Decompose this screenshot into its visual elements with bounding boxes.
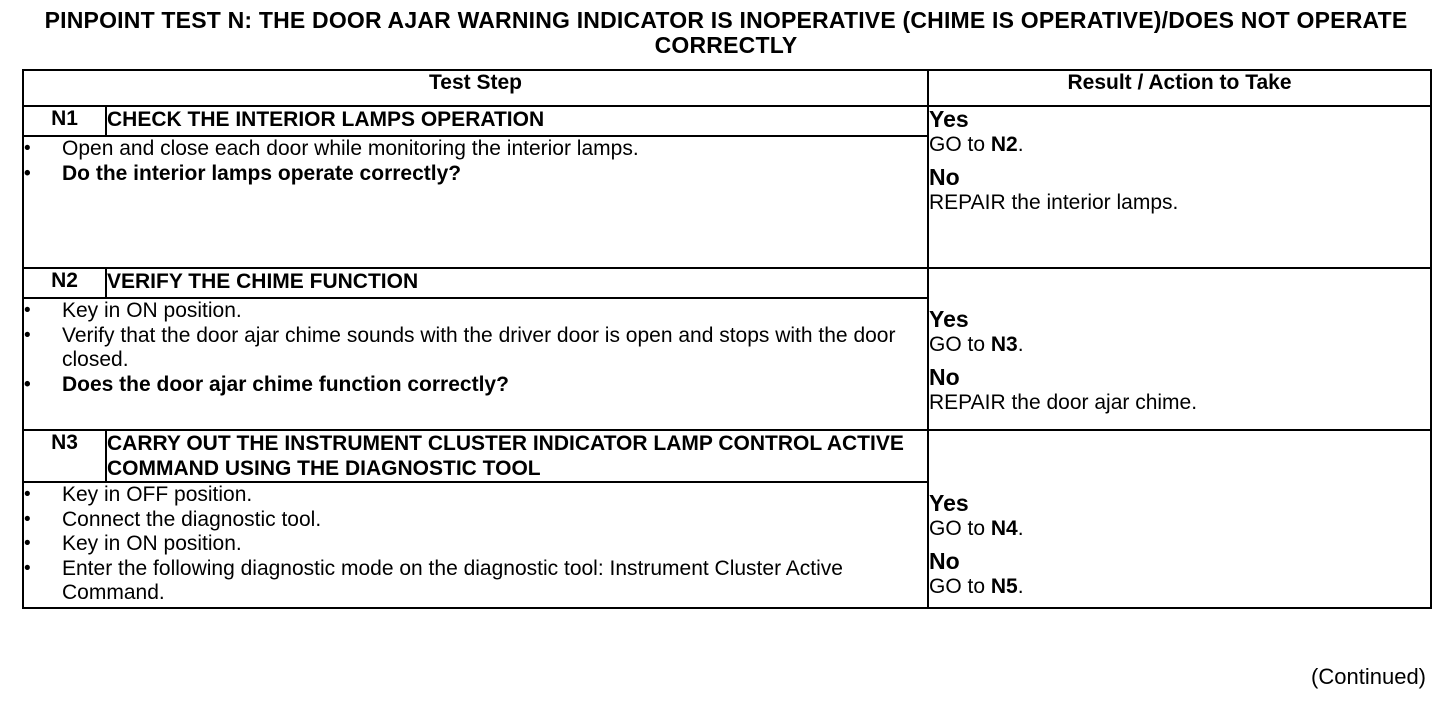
no-action: REPAIR the door ajar chime. — [929, 391, 1198, 414]
step-bullets — [24, 137, 927, 186]
yes-label: Yes — [929, 106, 969, 132]
step-title-row — [23, 430, 1431, 482]
step-result — [928, 430, 1431, 608]
step-title: CARRY OUT THE INSTRUMENT CLUSTER INDICATOR LAMP CONTROL ACTIVE COMMAND USING THE DIAGNOSTIC TOOL — [106, 430, 928, 482]
step-number: N1 — [23, 106, 106, 136]
no-action: GO to N5. — [929, 575, 1024, 598]
pinpoint-test-table — [22, 69, 1432, 609]
step-bullet: • Key in OFF position. — [24, 483, 927, 508]
no-label: No — [929, 364, 960, 390]
no-label: No — [929, 548, 960, 574]
step-question: • Does the door ajar chime function correctly? — [24, 373, 927, 398]
step-body — [23, 298, 928, 430]
header-test-step: Test Step — [23, 70, 928, 106]
step-number: N2 — [23, 268, 106, 298]
yes-label: Yes — [929, 490, 969, 516]
step-bullets — [24, 483, 927, 606]
step-question: • Do the interior lamps operate correctly? — [24, 162, 927, 187]
step-title: VERIFY THE CHIME FUNCTION — [106, 268, 928, 298]
no-action: REPAIR the interior lamps. — [929, 191, 1179, 214]
step-bullet: • Open and close each door while monitoring the interior lamps. — [24, 137, 927, 162]
step-result — [928, 268, 1431, 430]
yes-label: Yes — [929, 306, 969, 332]
step-bullet: • Enter the following diagnostic mode on the diagnostic tool: Instrument Cluster Active Command. — [24, 557, 927, 606]
step-bullet: • Connect the diagnostic tool. — [24, 508, 927, 533]
step-result — [928, 106, 1431, 268]
table-header-row — [23, 70, 1431, 106]
step-bullet: • Verify that the door ajar chime sounds with the driver door is open and stops with the door closed. — [24, 324, 927, 373]
yes-target: N3 — [990, 333, 1018, 356]
no-target: N5 — [990, 575, 1018, 598]
step-bullet: • Key in ON position. — [24, 532, 927, 557]
step-bullet: • Key in ON position. — [24, 299, 927, 324]
step-body — [23, 482, 928, 608]
step-title-row — [23, 268, 1431, 298]
yes-target: N2 — [990, 133, 1018, 156]
yes-action: GO to N2. — [929, 133, 1024, 156]
continued-label: (Continued) — [1311, 664, 1426, 689]
step-number: N3 — [23, 430, 106, 482]
step-title-row — [23, 106, 1431, 136]
yes-action: GO to N3. — [929, 333, 1024, 356]
step-body — [23, 136, 928, 268]
yes-target: N4 — [990, 517, 1018, 540]
step-bullets — [24, 299, 927, 397]
step-title: CHECK THE INTERIOR LAMPS OPERATION — [106, 106, 928, 136]
no-label: No — [929, 164, 960, 190]
yes-action: GO to N4. — [929, 517, 1024, 540]
header-result: Result / Action to Take — [928, 70, 1431, 106]
page-title: PINPOINT TEST N: THE DOOR AJAR WARNING INDICATOR IS INOPERATIVE (CHIME IS OPERATIVE)/DOES NOT OPERATE CORRECTLY — [44, 7, 1408, 58]
